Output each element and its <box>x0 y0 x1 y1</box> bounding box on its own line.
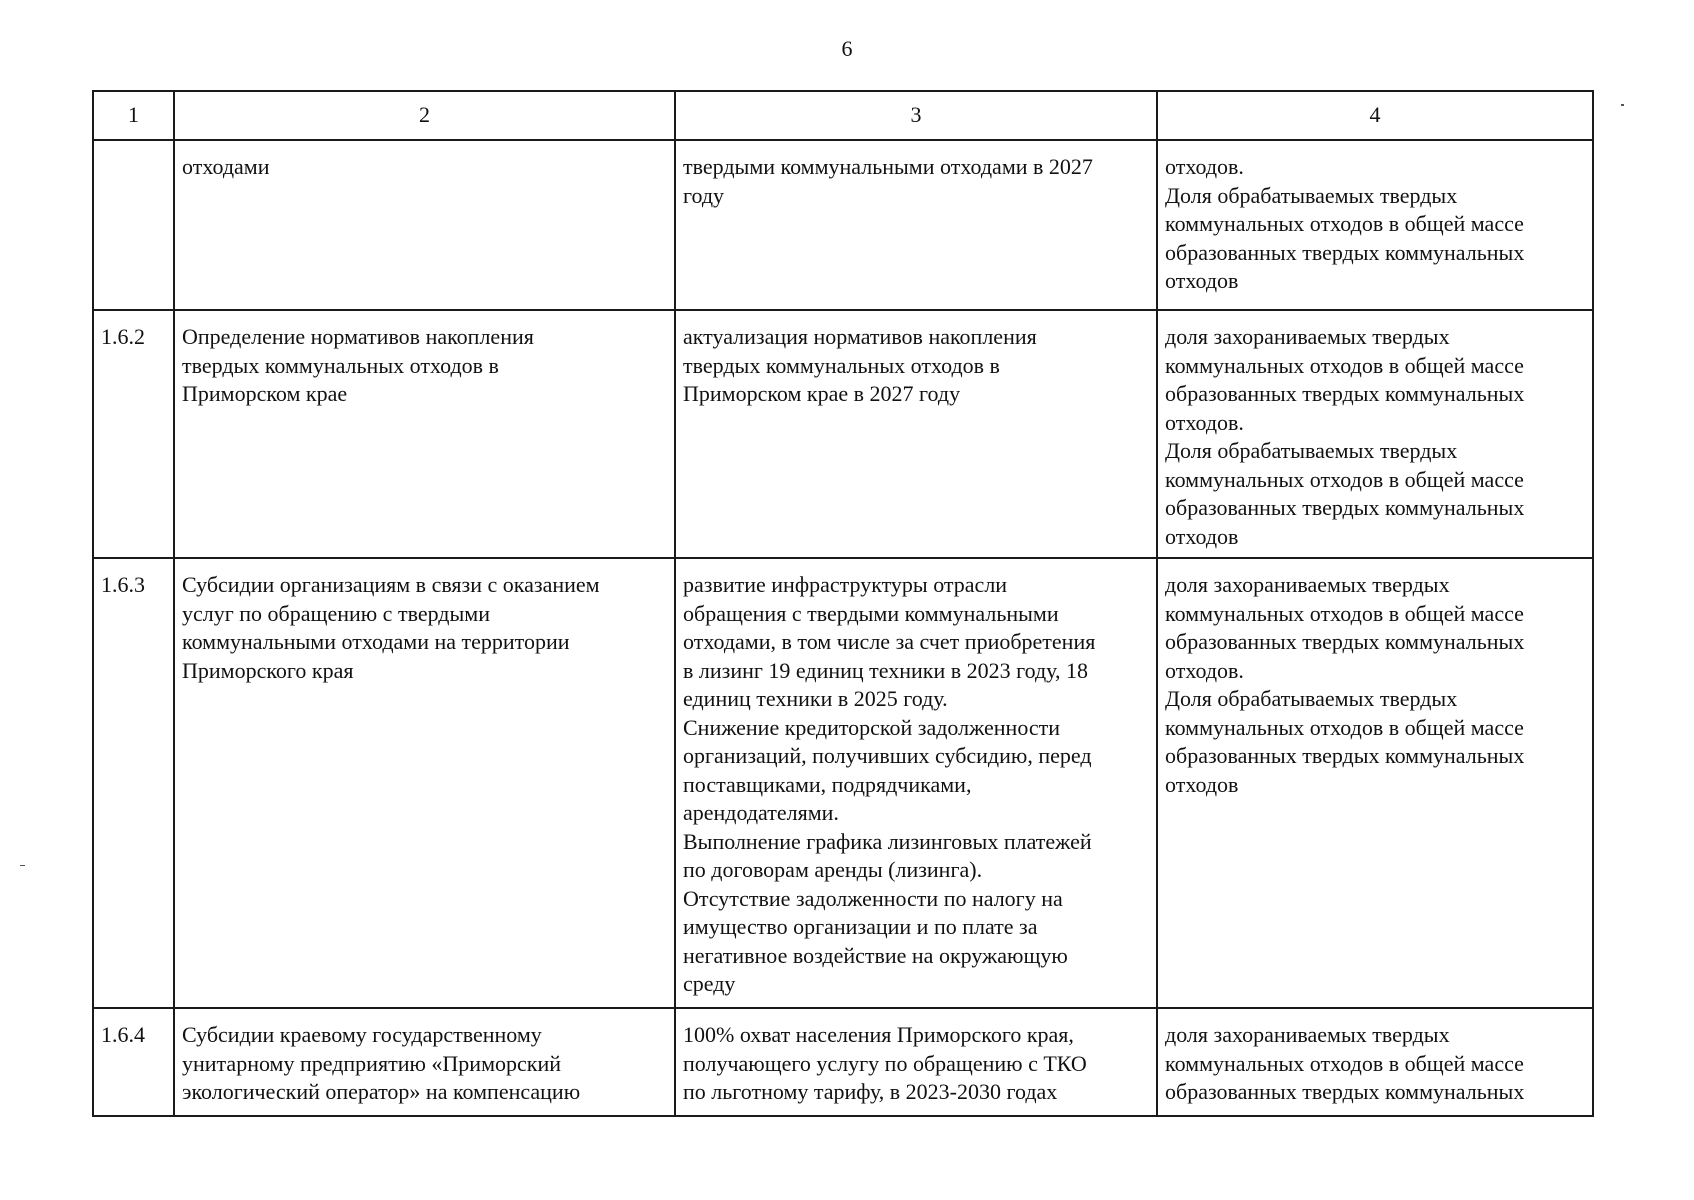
measure-cell: отходами <box>174 140 675 310</box>
result-cell: твердыми коммунальными отходами в 2027 году <box>675 140 1157 310</box>
indicator-cell: доля захораниваемых твердых коммунальных отходов в общей массе образованных твердых коммунальных <box>1157 1008 1593 1116</box>
table-header-row <box>93 91 1593 140</box>
result-cell: развитие инфраструктуры отрасли обращения с твердыми коммунальными отходами, в том числе за счет приобретения в лизинг 19 единиц техники в 2023 году, 18 единиц техники в 2025 году. Снижение кредиторской задолженности организаций, получивших субсидию, перед поставщиками, подрядчиками, арендодателями. Выполнение графика лизинговых платежей по договорам аренды (лизинга). Отсутствие задолженности по налогу на имущество организации и по плате за негативное воздействие на окружающую среду <box>675 558 1157 1008</box>
table-row <box>93 140 1593 310</box>
measure-cell: Субсидии организациям в связи с оказанием услуг по обращению с твердыми коммунальными отходами на территории Приморского края <box>174 558 675 1008</box>
measures-table <box>92 90 1594 1117</box>
header-cell-1: 1 <box>93 91 174 140</box>
page-number: 6 <box>841 36 853 61</box>
header-cell-3: 3 <box>675 91 1157 140</box>
indicator-cell: отходов. Доля обрабатываемых твердых коммунальных отходов в общей массе образованных твердых коммунальных отходов <box>1157 140 1593 310</box>
measure-cell: Определение нормативов накопления твердых коммунальных отходов в Приморском крае <box>174 310 675 558</box>
measure-cell: Субсидии краевому государственному унитарному предприятию «Приморский экологический оператор» на компенсацию <box>174 1008 675 1116</box>
result-cell: актуализация нормативов накопления твердых коммунальных отходов в Приморском крае в 2027 году <box>675 310 1157 558</box>
row-number-cell <box>93 140 174 310</box>
header-cell-2: 2 <box>174 91 675 140</box>
result-cell: 100% охват населения Приморского края, получающего услугу по обращению с ТКО по льготному тарифу, в 2023-2030 годах <box>675 1008 1157 1116</box>
header-cell-4: 4 <box>1157 91 1593 140</box>
table-row <box>93 558 1593 1008</box>
table-row <box>93 310 1593 558</box>
table-row <box>93 1008 1593 1116</box>
row-number-cell: 1.6.2 <box>93 310 174 558</box>
row-number-cell: 1.6.3 <box>93 558 174 1008</box>
indicator-cell: доля захораниваемых твердых коммунальных отходов в общей массе образованных твердых коммунальных отходов. Доля обрабатываемых твердых коммунальных отходов в общей массе образованных твердых коммунальных отходов <box>1157 558 1593 1008</box>
row-number-cell: 1.6.4 <box>93 1008 174 1116</box>
scan-speck <box>20 865 25 866</box>
scan-speck <box>1621 104 1624 106</box>
indicator-cell: доля захораниваемых твердых коммунальных отходов в общей массе образованных твердых коммунальных отходов. Доля обрабатываемых твердых коммунальных отходов в общей массе образованных твердых коммунальных отходов <box>1157 310 1593 558</box>
